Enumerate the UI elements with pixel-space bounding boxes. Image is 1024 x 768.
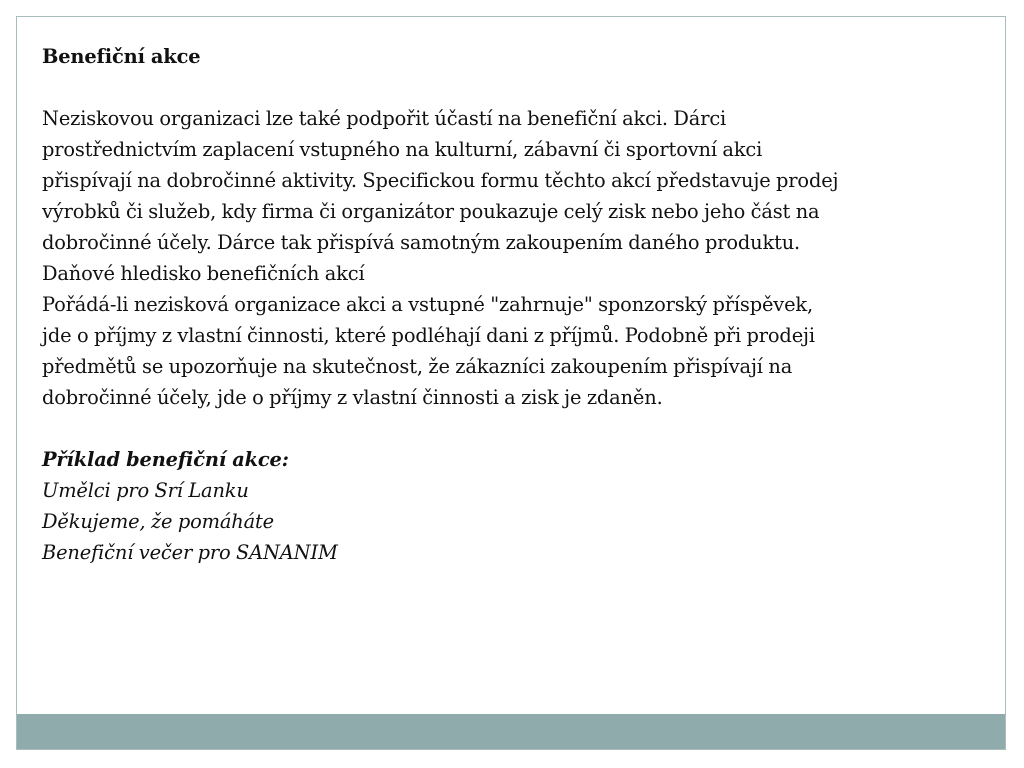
tax-subheading: Daňové hledisko benefičních akcí [42, 262, 365, 285]
slide-frame [16, 16, 1006, 750]
spacer [42, 72, 987, 103]
spacer [42, 413, 987, 444]
example-heading: Příklad benefiční akce: [42, 448, 289, 471]
slide-title: Benefiční akce [42, 45, 201, 68]
tax-paragraph: Pořádá-li nezisková organizace akci a vstupné "zahrnuje" sponzorský příspěvek, jde o příjmy z vlastní činnosti, které podléhají dani z příjmů. Podobně při prodeji předmětů se upozorňuje na skutečnost, že zákazníci zakoupením přispívají na dobročinné účely, jde o příjmy z vlastní činnosti a zisk je zdaněn. [42, 293, 815, 409]
intro-paragraph: Neziskovou organizaci lze také podpořit účastí na benefiční akci. Dárci prostřednictvím zaplacení vstupného na kulturní, zábavní či sportovní akci přispívají na dobročinné aktivity. Specifickou formu těchto akcí představuje prodej výrobků či služeb, kdy firma či organizátor poukazuje celý zisk nebo jeho část na dobročinné účely. Dárce tak přispívá samotným zakoupením daného produktu. [42, 107, 839, 254]
example-item: Děkujeme, že pomáháte [42, 510, 274, 533]
footer-bar [17, 714, 1005, 749]
example-item: Benefiční večer pro SANANIM [42, 541, 338, 564]
slide-content [42, 41, 987, 568]
example-item: Umělci pro Srí Lanku [42, 479, 249, 502]
